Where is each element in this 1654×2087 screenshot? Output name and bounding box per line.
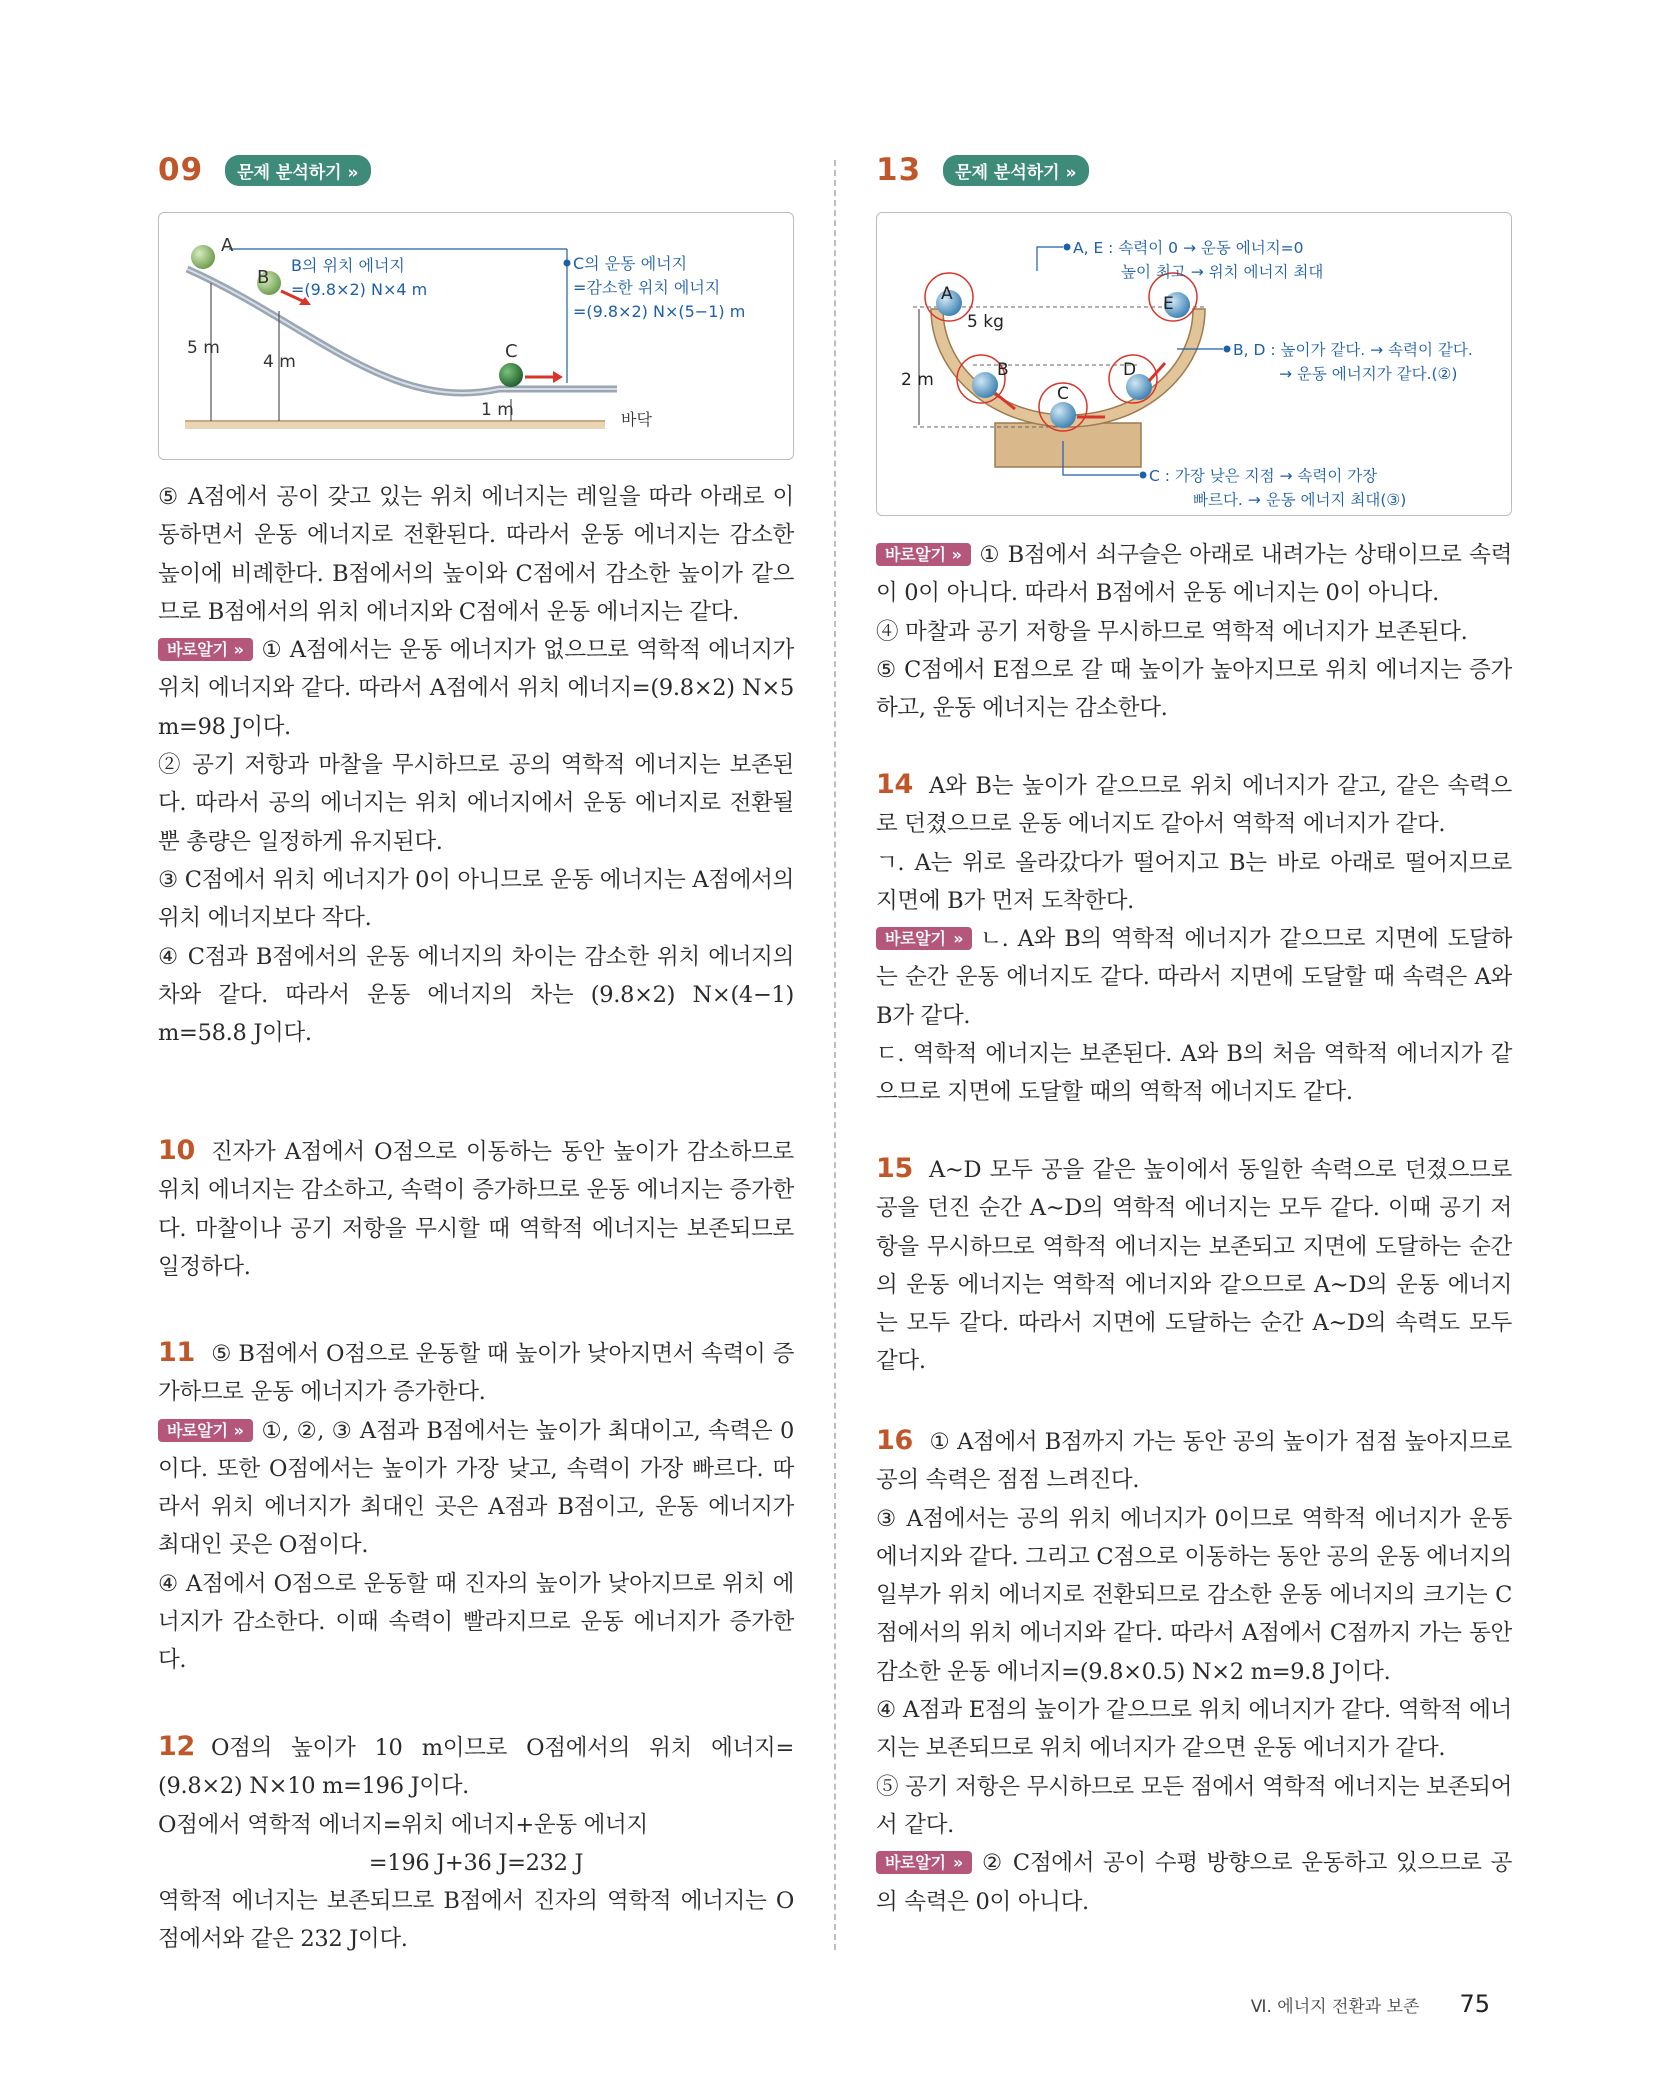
q13-figure (876, 212, 1512, 516)
q09-figure (158, 212, 794, 460)
q14-number: 14 (876, 769, 913, 800)
q16-number: 16 (876, 1425, 913, 1456)
q11-p2-row (158, 1412, 794, 1565)
c-annotation-dot (564, 260, 571, 267)
q09-rail-diagram (159, 213, 793, 459)
q15-number: 15 (876, 1153, 913, 1184)
ann-c-line2: 빠르다. → 운동 에너지 최대(③) (1193, 491, 1407, 509)
label-c: C (1057, 384, 1069, 404)
label-5m: 5 m (187, 338, 220, 358)
q12-p4: 역학적 에너지는 보존되므로 B점에서 진자의 역학적 에너지는 O점에서와 같은 232 J이다. (158, 1888, 794, 1953)
label-c: C (505, 341, 518, 362)
q09-answer (158, 478, 794, 1052)
q14-p1-row (876, 766, 1512, 844)
ann-bd-line2: → 운동 에너지가 같다.(②) (1279, 365, 1458, 383)
q16-p4: ⑤ 공기 저항은 무시하므로 모든 점에서 역학적 에너지는 보존되어서 같다. (876, 1773, 1512, 1838)
ann-c-line3: =(9.8×2) N×(5−1) m (573, 302, 746, 321)
baro-badge: 바로알기 » (876, 543, 971, 566)
q12-p1-row (158, 1728, 794, 1806)
label-4m: 4 m (263, 352, 296, 372)
q09-p2-row (158, 631, 794, 746)
q14-answer (876, 766, 1512, 1112)
q12-p2: O점에서 역학적 에너지=위치 에너지+운동 에너지 (158, 1811, 648, 1838)
ae-dot (1064, 244, 1071, 251)
section-title: Ⅵ. 에너지 전환과 보존 (1250, 1997, 1420, 2017)
q11-number: 11 (158, 1337, 195, 1368)
q10-p1 (158, 1132, 794, 1286)
q09-p1: ⑤ A점에서 공이 갖고 있는 위치 에너지는 레일을 따라 아래로 이동하면서 운동 에너지로 전환된다. 따라서 운동 에너지는 감소한 높이에 비례한다. B점에서의 높이와 C점에서 감소한 높이가 같으므로 B점에서의 위치 에너지와 C점에서 운동 에너지는 같다. (158, 484, 794, 625)
label-floor: 바닥 (621, 410, 652, 429)
height-label: 2 m (901, 370, 934, 390)
bowl-stand (995, 423, 1141, 467)
ann-b-line2: =(9.8×2) N×4 m (291, 280, 428, 299)
ball-c (1050, 402, 1076, 428)
ann-c-line1: C의 운동 에너지 (573, 254, 688, 273)
ann-c-line1: C : 가장 낮은 지점 → 속력이 가장 (1149, 467, 1378, 485)
page-number: 75 (1459, 1990, 1490, 2018)
label-b: B (257, 267, 270, 288)
mass-label: 5 kg (967, 312, 1004, 332)
q10-number: 10 (158, 1135, 195, 1166)
label-a: A (941, 284, 953, 304)
analysis-tag: 문제 분석하기 » (225, 155, 370, 186)
q14-p1: A와 B는 높이가 같으므로 위치 에너지가 같고, 같은 속력으로 던졌으므로 운동 에너지도 같아서 역학적 에너지가 같다. (876, 773, 1512, 838)
q16-p1-row (876, 1422, 1512, 1500)
q12-answer (158, 1728, 794, 1959)
q12-p3: =196 J+36 J=232 J (368, 1849, 584, 1876)
q16-answer (876, 1422, 1512, 1921)
q14-p2: ㄱ. A는 위로 올라갔다가 떨어지고 B는 바로 아래로 떨어지므로 지면에 B가 먼저 도착한다. (876, 849, 1512, 914)
q16-p1: ① A점에서 B점까지 가는 동안 공의 높이가 점점 높아지므로 공의 속력은 점점 느려진다. (876, 1429, 1512, 1494)
q11-p3: ④ A점에서 O점으로 운동할 때 진자의 높이가 낮아지므로 위치 에너지가 감소한다. 이때 속력이 빨라지므로 운동 에너지가 증가한다. (158, 1570, 794, 1674)
label-b: B (997, 360, 1009, 380)
q16-p5: ② C점에서 공이 수평 방향으로 운동하고 있으므로 공의 속력은 0이 아니다. (876, 1850, 1513, 1915)
q10-text: 진자가 A점에서 O점으로 이동하는 동안 높이가 감소하므로 위치 에너지는 감소하고, 속력이 증가하므로 운동 에너지는 증가한다. 마찰이나 공기 저항을 무시할 때 역학적 에너지는 보존되므로 일정하다. (158, 1139, 794, 1280)
q11-answer (158, 1334, 794, 1680)
q15-p1 (876, 1150, 1512, 1381)
q11-p1: ⑤ B점에서 O점으로 운동할 때 높이가 낮아지면서 속력이 증가하므로 운동 에너지가 증가한다. (158, 1341, 794, 1406)
q16-p3: ④ A점과 E점의 높이가 같으므로 위치 에너지가 같다. 역학적 에너지는 보존되므로 위치 에너지가 같으면 운동 에너지가 같다. (876, 1697, 1512, 1762)
bd-dot (1224, 346, 1231, 353)
q13-header (876, 152, 1089, 188)
q13-answer (876, 536, 1512, 727)
q09-p2: ① A점에서는 운동 에너지가 없으므로 역학적 에너지가 위치 에너지와 같다. 따라서 A점에서 위치 에너지=(9.8×2) N×5 m=98 J이다. (158, 637, 794, 740)
q13-p1-row (876, 536, 1512, 613)
q13-p3: ⑤ C점에서 E점으로 갈 때 높이가 높아지므로 위치 에너지는 증가하고, 운동 에너지는 감소한다. (876, 656, 1512, 722)
ann-ae-line1: A, E : 속력이 0 → 운동 에너지=0 (1073, 239, 1304, 257)
q09-p5: ④ C점과 B점에서의 운동 에너지의 차이는 감소한 위치 에너지의 차와 같다. 따라서 운동 에너지의 차는 (9.8×2) N×(4−1) m=58.8 J이다. (158, 943, 794, 1047)
q13-p1: ① B점에서 쇠구슬은 아래로 내려가는 상태이므로 속력이 0이 아니다. 따라서 B점에서 운동 에너지는 0이 아니다. (876, 542, 1512, 607)
label-d: D (1123, 360, 1137, 380)
q12-number: 12 (158, 1731, 195, 1762)
q13-p2: ④ 마찰과 공기 저항을 무시하므로 역학적 에너지가 보존된다. (876, 618, 1468, 645)
q11-p1-row (158, 1334, 794, 1412)
c-dot (1140, 472, 1147, 479)
baro-badge: 바로알기 » (876, 1851, 972, 1874)
q16-p2: ③ A점에서는 공의 위치 에너지가 0이므로 역학적 에너지가 운동 에너지와 같다. 그리고 C점으로 이동하는 동안 공의 운동 에너지의 일부가 위치 에너지로 전환되므로 감소한 운동 에너지의 크기는 C점에서의 위치 에너지와 같다. 따라서 A점에서 C점까지 가는 동안 감소한 운동 에너지=(9.8×0.5) N×2 m=9.8 J이다. (876, 1505, 1512, 1685)
ann-c-line2: =감소한 위치 에너지 (573, 278, 721, 297)
q13-bowl-diagram (877, 213, 1511, 515)
ball-c (499, 363, 523, 387)
analysis-tag: 문제 분석하기 » (943, 155, 1088, 186)
ann-b-line1: B의 위치 에너지 (291, 256, 405, 275)
q09-header (158, 152, 371, 188)
q15-answer (876, 1150, 1512, 1381)
q14-p3: ㄴ. A와 B의 역학적 에너지가 같으므로 지면에 도달하는 순간 운동 에너지도 같다. 따라서 지면에 도달할 때 속력은 A와 B가 같다. (876, 926, 1512, 1029)
q15-text: A~D 모두 공을 같은 높이에서 동일한 속력으로 던졌으므로 공을 던진 순간 A~D의 역학적 에너지는 모두 같다. 이때 공기 저항을 무시하므로 역학적 에너지는 보존되고 지면에 도달하는 순간의 운동 에너지는 역학적 에너지와 같으므로 A~D의 운동 에너지는 모두 같다. 따라서 지면에 도달하는 순간 A~D의 속력도 모두 같다. (876, 1157, 1512, 1375)
q13-number: 13 (876, 152, 922, 188)
baro-badge: 바로알기 » (158, 638, 253, 661)
q12-p1: O점의 높이가 10 m이므로 O점에서의 위치 에너지=(9.8×2) N×10 m=196 J이다. (158, 1735, 794, 1800)
q16-p5-row (876, 1844, 1512, 1921)
ann-bd-line1: B, D : 높이가 같다. → 속력이 같다. (1233, 341, 1473, 359)
label-a: A (221, 235, 234, 256)
q09-p3: ② 공기 저항과 마찰을 무시하므로 공의 역학적 에너지는 보존된다. 따라서 공의 에너지는 위치 에너지에서 운동 에너지로 전환될 뿐 총량은 일정하게 유지된다. (158, 752, 794, 855)
label-e: E (1163, 294, 1174, 314)
baro-badge: 바로알기 » (876, 927, 972, 950)
q09-p4: ③ C점에서 위치 에너지가 0이 아니므로 운동 에너지는 A점에서의 위치 에너지보다 작다. (158, 866, 795, 932)
baro-badge: 바로알기 » (158, 1419, 253, 1442)
q14-p4: ㄷ. 역학적 에너지는 보존된다. A와 B의 처음 역학적 에너지가 같으므로 지면에 도달할 때의 역학적 에너지도 같다. (876, 1041, 1512, 1106)
q14-p3-row (876, 920, 1512, 1035)
page-footer (1251, 1990, 1490, 2018)
ball-b (972, 372, 998, 398)
q10-answer (158, 1132, 794, 1286)
ball-a (191, 245, 215, 269)
ae-leader (1037, 247, 1063, 271)
label-1m: 1 m (481, 400, 514, 420)
floor-band (185, 421, 605, 429)
velocity-arrowhead-c (553, 371, 563, 383)
q09-number: 09 (158, 152, 204, 188)
column-divider (834, 160, 836, 1950)
q11-p2: ①, ②, ③ A점과 B점에서는 높이가 최대이고, 속력은 0이다. 또한 O점에서는 높이가 가장 낮고, 속력이 가장 빠르다. 따라서 위치 에너지가 최대인 곳은 A점과 B점이고, 운동 에너지가 최대인 곳은 O점이다. (158, 1417, 794, 1559)
ann-ae-line2: 높이 최고 → 위치 에너지 최대 (1121, 263, 1324, 281)
